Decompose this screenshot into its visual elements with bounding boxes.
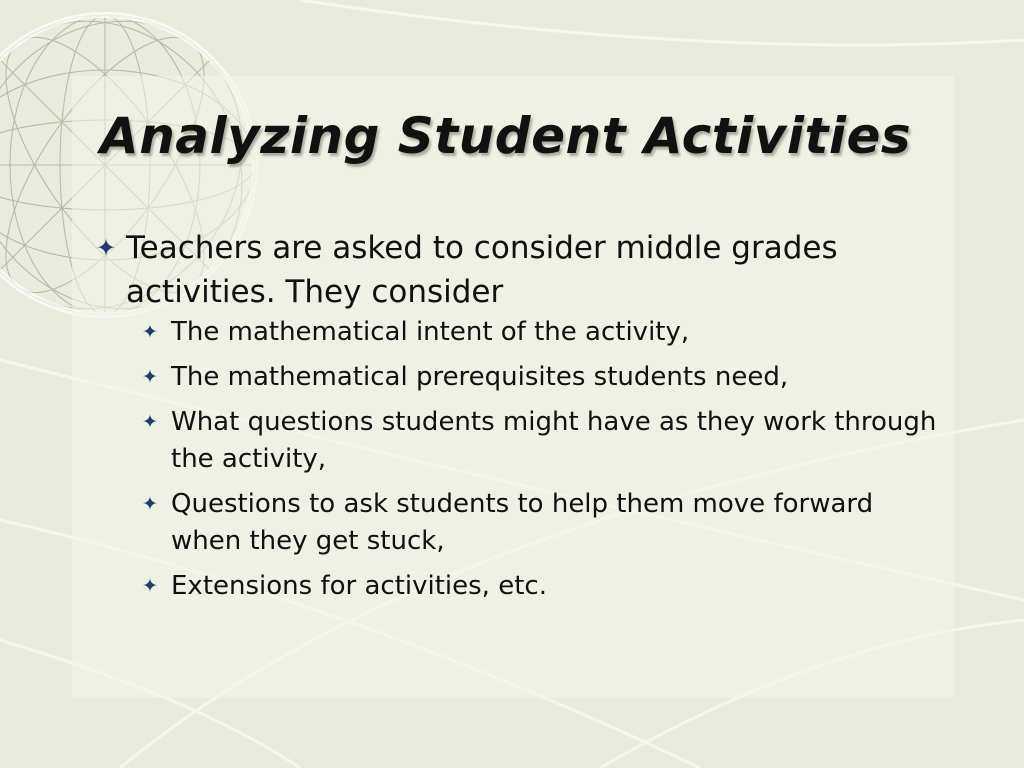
sub-bullet-text: Extensions for activities, etc. bbox=[171, 571, 547, 601]
four-point-star-icon: ✦ bbox=[96, 234, 117, 262]
four-point-star-icon: ✦ bbox=[142, 321, 158, 343]
four-point-star-icon: ✦ bbox=[142, 575, 158, 597]
bullet-list bbox=[90, 226, 950, 613]
sub-bullet-text: What questions students might have as they work through the activity, bbox=[171, 407, 937, 474]
four-point-star-icon: ✦ bbox=[142, 366, 158, 388]
sub-bullet bbox=[90, 359, 950, 396]
sub-bullet-text: Questions to ask students to help them move forward when they get stuck, bbox=[171, 489, 874, 556]
sub-bullet-text: The mathematical intent of the activity, bbox=[171, 317, 690, 347]
sub-bullet bbox=[90, 404, 950, 478]
sub-bullet-text: The mathematical prerequisites students need, bbox=[171, 362, 789, 392]
main-bullet bbox=[90, 226, 950, 605]
slide-title: Analyzing Student Activities bbox=[100, 107, 912, 165]
sub-bullet bbox=[90, 314, 950, 351]
sub-bullet bbox=[90, 486, 950, 560]
sub-bullet-list bbox=[90, 314, 950, 605]
sub-bullet bbox=[90, 568, 950, 605]
four-point-star-icon: ✦ bbox=[142, 411, 158, 433]
main-bullet-text: Teachers are asked to consider middle grades activities. They consider bbox=[126, 230, 838, 310]
four-point-star-icon: ✦ bbox=[142, 493, 158, 515]
